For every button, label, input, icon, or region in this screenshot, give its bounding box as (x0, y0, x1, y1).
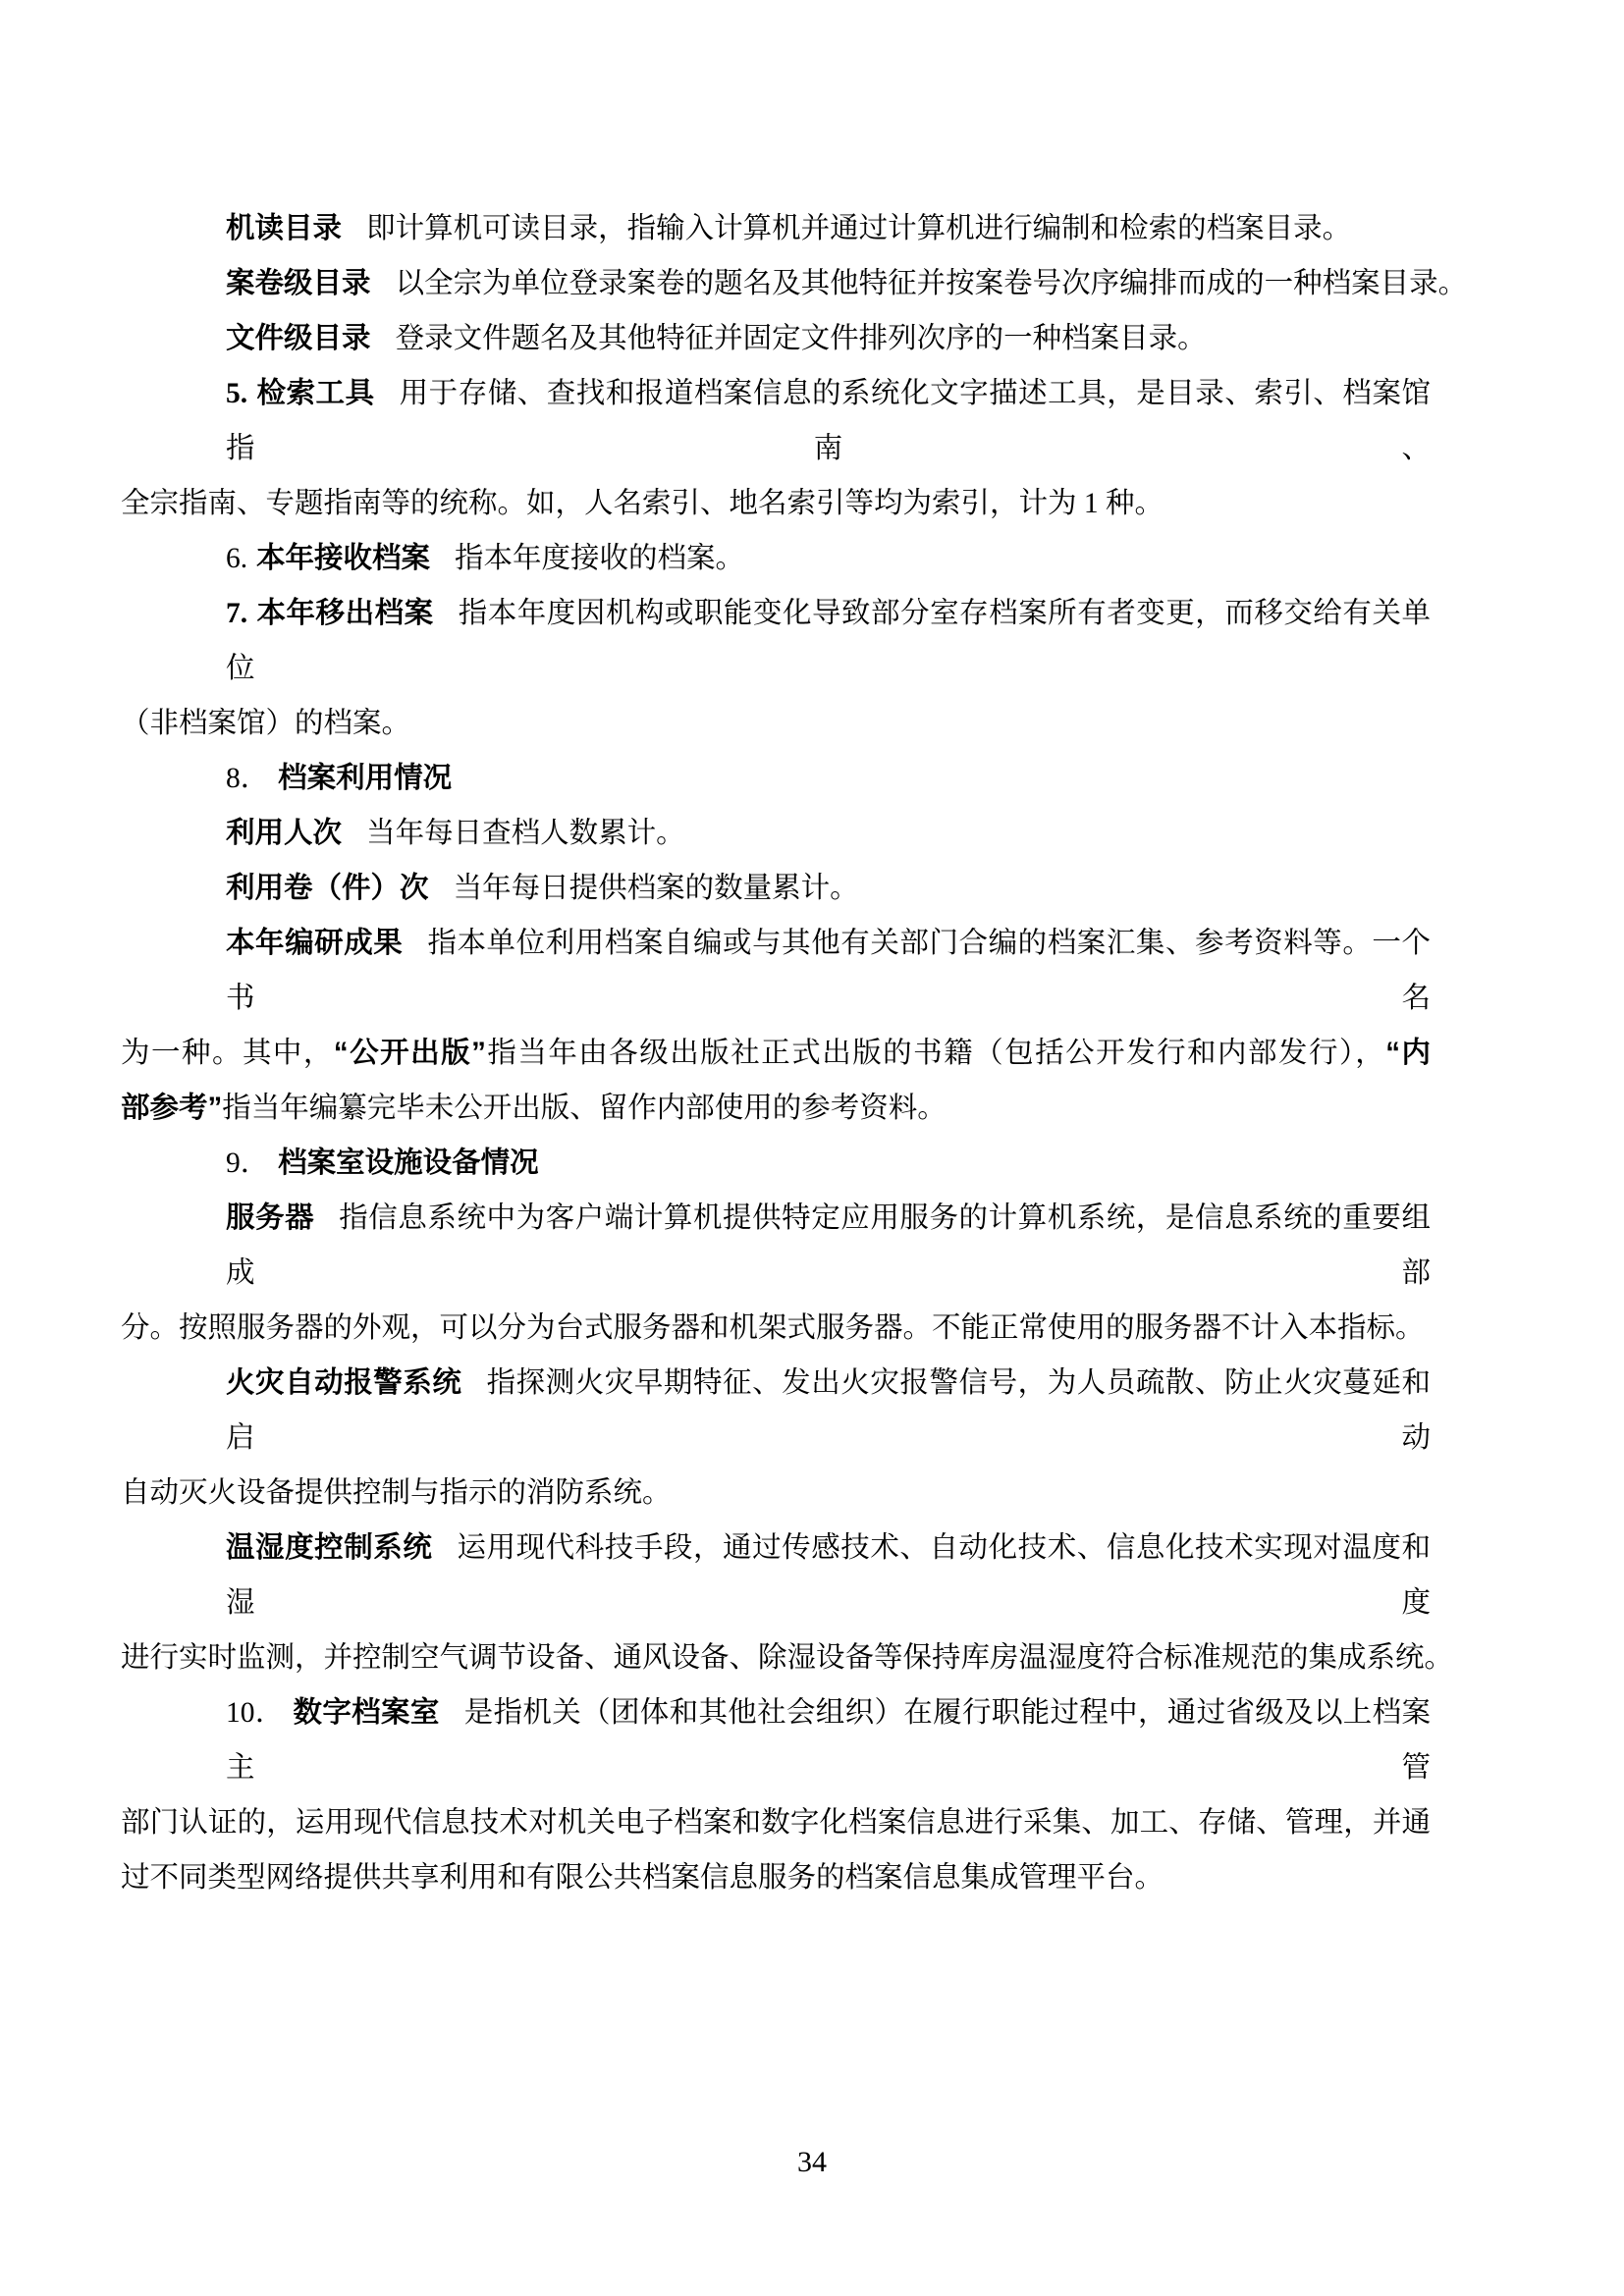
text-line-22 (121, 1685, 1431, 1795)
body-text: 用于存储、查找和报道档案信息的系统化文字描述工具，是目录、索引、档案馆指南、 (226, 378, 1431, 464)
text-line-3 (121, 311, 1431, 366)
body-text: 全宗指南、专题指南等的统称。如，人名索引、地名索引等均为索引，计为 1 种。 (121, 488, 1164, 519)
item-number: 10． (226, 1697, 285, 1729)
body-text: 自动灭火设备提供控制与指示的消防系统。 (121, 1477, 672, 1509)
term-label: “公开出版” (333, 1037, 486, 1069)
text-line-7 (121, 586, 1431, 696)
item-number: 5. (226, 378, 248, 409)
text-line-16 (121, 1191, 1431, 1301)
text-line-12 (121, 916, 1431, 1026)
body-text: 指本年度接收的档案。 (455, 543, 745, 574)
body-text: 指探测火灾早期特征、发出火灾报警信号，为人员疏散、防止火灾蔓延和启动 (226, 1367, 1431, 1454)
text-line-15 (121, 1136, 1431, 1191)
text-line-5 (121, 476, 1431, 531)
body-text: 过不同类型网络提供共享利用和有限公共档案信息服务的档案信息集成管理平台。 (121, 1862, 1164, 1894)
text-line-17 (121, 1301, 1431, 1356)
text-line-6 (121, 531, 1431, 586)
body-text: 为一种。其中， (121, 1038, 334, 1069)
body-text: 即计算机可读目录，指输入计算机并通过计算机进行编制和检索的档案目录。 (366, 213, 1352, 244)
body-text: 是指机关（团体和其他社会组织）在履行职能过程中，通过省级及以上档案主管 (226, 1697, 1431, 1784)
document-body (121, 201, 1468, 1905)
term-label: 本年接收档案 (255, 542, 430, 574)
item-number: 8． (226, 763, 270, 794)
term-label: 档案利用情况 (278, 762, 453, 794)
text-line-23 (121, 1795, 1431, 1850)
body-text: 登录文件题名及其他特征并固定文件排列次序的一种档案目录。 (395, 323, 1207, 354)
item-number: 6. (226, 543, 248, 574)
term-label: 文件级目录 (226, 322, 371, 354)
term-label: 利用人次 (226, 817, 343, 849)
term-label: 档案室设施设备情况 (278, 1147, 539, 1179)
term-label: 利用卷（件）次 (226, 872, 429, 904)
body-text: 进行实时监测，并控制空气调节设备、通风设备、除湿设备等保持库房温湿度符合标准规范的集成系统。 (121, 1642, 1454, 1674)
body-text: 指当年由各级出版社正式出版的书籍（包括公开发行和内部发行）， (485, 1038, 1386, 1069)
body-text: （非档案馆）的档案。 (121, 708, 411, 739)
page-number: 34 (797, 2146, 827, 2178)
body-text: 当年每日提供档案的数量累计。 (453, 873, 859, 904)
text-line-24 (121, 1850, 1431, 1905)
term-label: 温湿度控制系统 (226, 1531, 433, 1564)
text-line-4 (121, 366, 1431, 476)
term-label: “内 (1385, 1037, 1431, 1069)
term-label: 火灾自动报警系统 (226, 1366, 462, 1399)
term-label: 本年移出档案 (255, 597, 434, 629)
body-text: 以全宗为单位登录案卷的题名及其他特征并按案卷号次序编排而成的一种档案目录。 (395, 268, 1468, 299)
term-label: 机读目录 (226, 212, 343, 244)
term-label: 本年编研成果 (226, 927, 404, 959)
term-label: 部参考” (121, 1092, 223, 1124)
text-line-1 (121, 201, 1431, 256)
term-label: 检索工具 (255, 377, 375, 409)
body-text: 指本年度因机构或职能变化导致部分室存档案所有者变更，而移交给有关单位 (226, 598, 1431, 684)
text-line-13 (121, 1026, 1431, 1081)
body-text: 当年每日查档人数累计。 (366, 818, 685, 849)
text-line-19 (121, 1466, 1431, 1521)
item-number: 7. (226, 598, 248, 629)
text-line-8 (121, 696, 1431, 751)
body-text: 运用现代科技手段，通过传感技术、自动化技术、信息化技术实现对温度和湿度 (226, 1532, 1431, 1619)
term-label: 数字档案室 (293, 1696, 440, 1729)
body-text: 指信息系统中为客户端计算机提供特定应用服务的计算机系统，是信息系统的重要组成部 (226, 1202, 1431, 1289)
term-label: 案卷级目录 (226, 267, 371, 299)
body-text: 指本单位利用档案自编或与其他有关部门合编的档案汇集、参考资料等。一个书名 (226, 928, 1431, 1014)
body-text: 部门认证的，运用现代信息技术对机关电子档案和数字化档案信息进行采集、加工、存储、管理，并通 (121, 1807, 1431, 1839)
text-line-2 (121, 256, 1468, 311)
text-line-14 (121, 1081, 1431, 1136)
term-label: 服务器 (226, 1201, 315, 1234)
text-line-18 (121, 1356, 1431, 1466)
item-number: 9． (226, 1148, 270, 1179)
body-text: 分。按照服务器的外观，可以分为台式服务器和机架式服务器。不能正常使用的服务器不计入本指标。 (121, 1312, 1425, 1344)
body-text: 指当年编纂完毕未公开出版、留作内部使用的参考资料。 (222, 1093, 947, 1124)
text-line-9 (121, 751, 1431, 806)
text-line-10 (121, 806, 1431, 861)
text-line-20 (121, 1521, 1431, 1630)
text-line-21 (121, 1630, 1454, 1685)
text-line-11 (121, 861, 1431, 916)
